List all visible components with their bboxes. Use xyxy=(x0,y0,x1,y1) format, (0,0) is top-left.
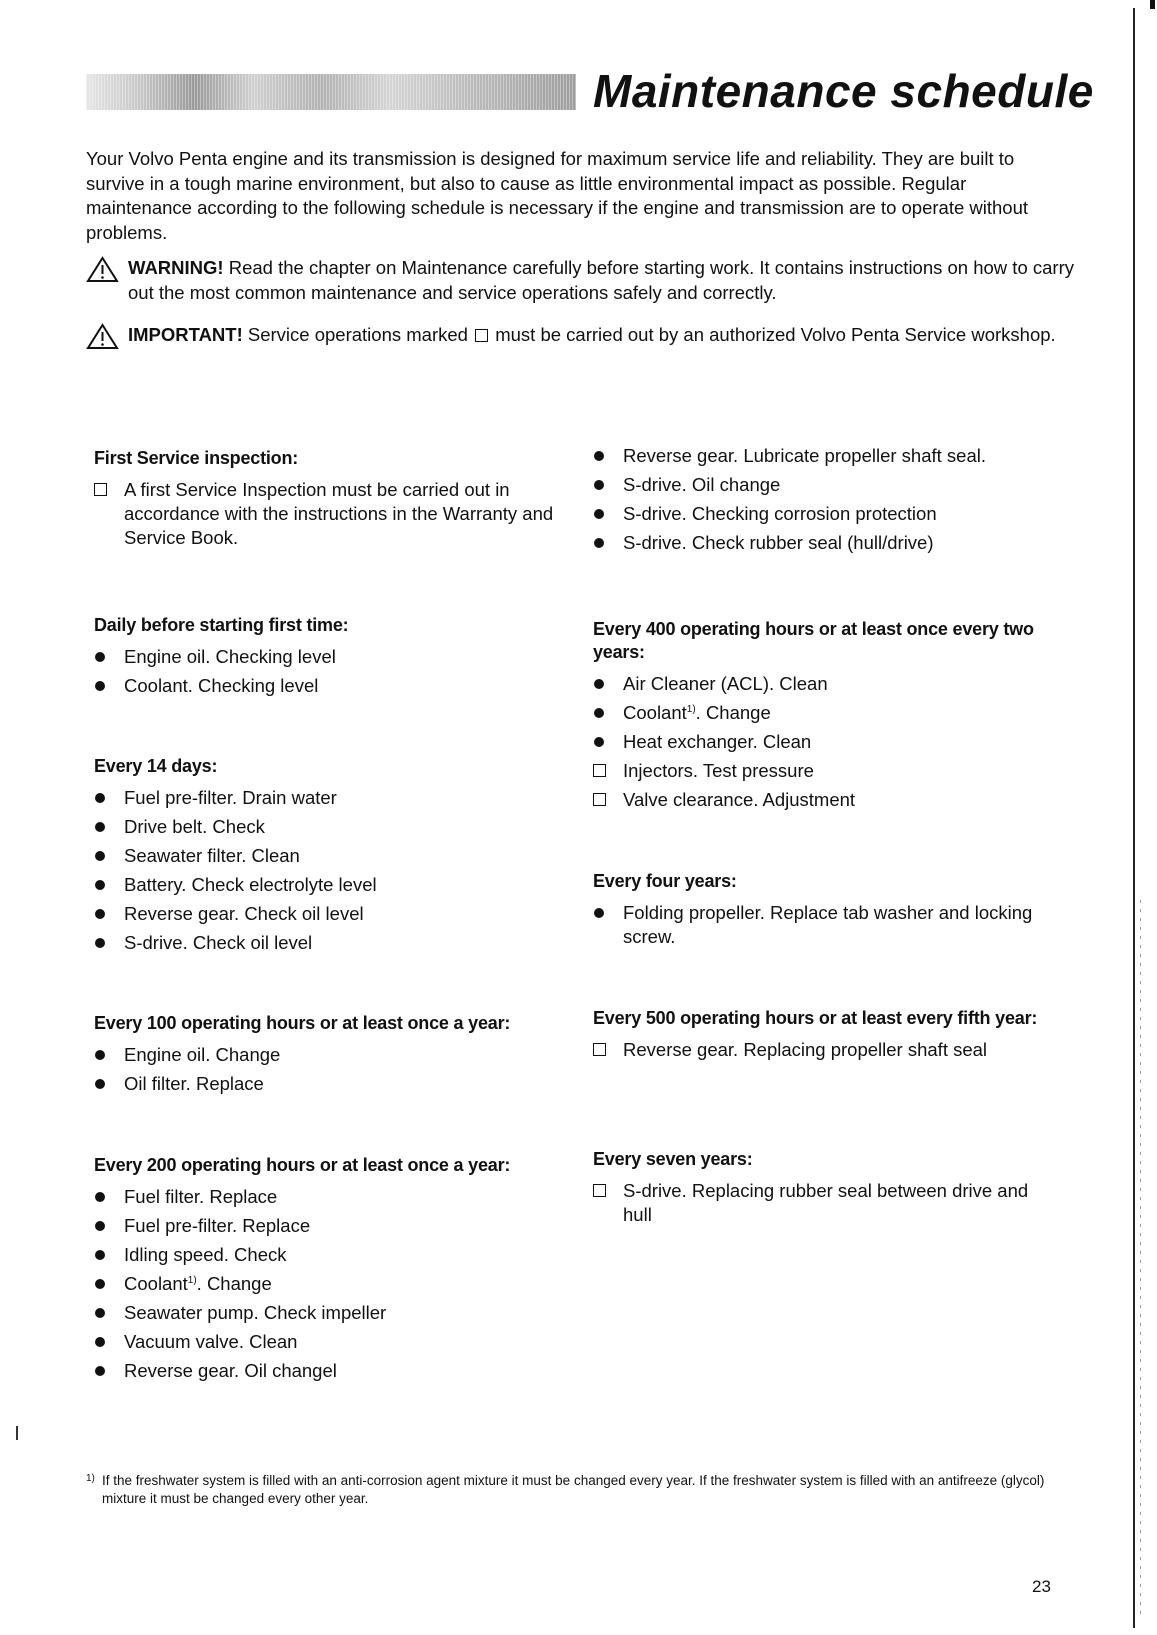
item-text: Injectors. Test pressure xyxy=(623,760,814,781)
service-box-icon xyxy=(593,764,606,777)
warning-body: Read the chapter on Maintenance carefully before starting work. It contains instructions on how to carry out the most common maintenance and service operations safely and correctly. xyxy=(128,257,1074,303)
item-text: Fuel pre-filter. Drain water xyxy=(124,787,337,808)
footnote-ref: 1) xyxy=(187,1274,197,1286)
intro-paragraph: Your Volvo Penta engine and its transmission is designed for maximum service life and reliability. They are built to survive in a tough marine environment, but also to cause as little environmental impact as possible. Regular maintenance according to the following schedule is necessary if the engine and transmission are to operate without problems. xyxy=(86,148,1029,243)
item-text: Seawater filter. Clean xyxy=(124,845,300,866)
item-text-after: . Change xyxy=(196,1273,272,1294)
header-halftone-bar xyxy=(86,74,576,110)
item-text: Vacuum valve. Clean xyxy=(124,1331,298,1352)
schedule-item xyxy=(593,531,1053,555)
schedule-item xyxy=(593,788,1053,812)
item-text: S-drive. Check rubber seal (hull/drive) xyxy=(623,532,934,553)
section-heading: Every 100 operating hours or at least once a year: xyxy=(94,1013,511,1033)
page-number: 23 xyxy=(1032,1577,1051,1596)
schedule-item xyxy=(94,844,554,868)
bullet-icon xyxy=(95,1337,105,1347)
service-box-icon xyxy=(94,483,107,496)
footnote-mark: 1) xyxy=(86,1473,95,1484)
item-text: Fuel pre-filter. Replace xyxy=(124,1215,311,1236)
schedule-item xyxy=(593,701,1053,725)
item-text: Engine oil. Change xyxy=(124,1044,281,1065)
section-continued xyxy=(593,444,1053,560)
item-text: Reverse gear. Oil changel xyxy=(124,1360,337,1381)
schedule-item xyxy=(593,444,1053,468)
footnote xyxy=(86,1472,1076,1508)
item-text: Heat exchanger. Clean xyxy=(623,731,812,752)
bullet-icon xyxy=(95,1079,105,1089)
section-every-200-hours xyxy=(94,1154,554,1388)
section-every-four-years xyxy=(593,870,1053,954)
section-every-400-hours xyxy=(593,618,1053,817)
bullet-icon xyxy=(95,681,105,691)
item-text: Seawater pump. Check impeller xyxy=(124,1302,387,1323)
service-box-icon xyxy=(475,329,488,342)
important-body-end: must be carried out by an authorized Volvo Penta Service workshop. xyxy=(490,324,1056,345)
item-text: Engine oil. Checking level xyxy=(124,646,336,667)
schedule-item xyxy=(94,478,554,550)
item-text: Coolant. Checking level xyxy=(124,675,319,696)
schedule-item xyxy=(94,902,554,926)
schedule-item xyxy=(94,1330,554,1354)
schedule-item xyxy=(94,1301,554,1325)
section-heading: Every 500 operating hours or at least every fifth year: xyxy=(593,1008,1038,1028)
bullet-icon xyxy=(95,938,105,948)
service-box-icon xyxy=(593,1184,606,1197)
section-heading: Every 400 operating hours or at least once every two years: xyxy=(593,619,1034,662)
item-text: Folding propeller. Replace tab washer and locking screw. xyxy=(623,902,1033,947)
bullet-icon xyxy=(95,1050,105,1060)
schedule-item xyxy=(94,1359,554,1383)
item-list xyxy=(593,1179,1053,1227)
bullet-icon xyxy=(95,1366,105,1376)
schedule-item xyxy=(593,730,1053,754)
service-box-icon xyxy=(593,1043,606,1056)
item-list xyxy=(94,478,554,550)
section-every-14-days xyxy=(94,755,554,960)
schedule-item xyxy=(94,1243,554,1267)
item-list xyxy=(593,672,1053,812)
item-text: Coolant xyxy=(124,1273,188,1294)
footnote-text: If the freshwater system is filled with an anti-corrosion agent mixture it must be changed every year. If the freshwater system is filled with an antifreeze (glycol) mixture it must be changed every other year. xyxy=(102,1473,1045,1506)
item-text: S-drive. Replacing rubber seal between drive and hull xyxy=(623,1180,1029,1225)
item-list xyxy=(94,1043,554,1096)
section-heading: Every seven years: xyxy=(593,1149,753,1169)
schedule-item xyxy=(593,901,1053,949)
item-list xyxy=(593,444,1053,555)
item-text-after: . Change xyxy=(695,702,771,723)
bullet-icon xyxy=(95,880,105,890)
item-text: S-drive. Oil change xyxy=(623,474,781,495)
warning-triangle-icon xyxy=(86,323,119,350)
item-text: Reverse gear. Check oil level xyxy=(124,903,364,924)
bullet-icon xyxy=(95,1221,105,1231)
important-body-start: Service operations marked xyxy=(242,324,474,345)
item-text: Reverse gear. Replacing propeller shaft seal xyxy=(623,1039,988,1060)
item-text: A first Service Inspection must be carried out in accordance with the instructions in the Warranty and Service Book. xyxy=(124,479,554,548)
schedule-item xyxy=(94,645,554,669)
section-every-seven-years xyxy=(593,1148,1053,1232)
schedule-item xyxy=(94,1185,554,1209)
bullet-icon xyxy=(594,708,604,718)
item-text: Battery. Check electrolyte level xyxy=(124,874,377,895)
item-text: Reverse gear. Lubricate propeller shaft seal. xyxy=(623,445,987,466)
service-box-icon xyxy=(593,793,606,806)
item-list xyxy=(94,645,554,698)
schedule-item xyxy=(593,672,1053,696)
item-text: Air Cleaner (ACL). Clean xyxy=(623,673,828,694)
item-text: S-drive. Check oil level xyxy=(124,932,313,953)
footnote-ref: 1) xyxy=(686,703,696,715)
section-heading: Every 14 days: xyxy=(94,756,218,776)
bullet-icon xyxy=(95,1279,105,1289)
item-text: Fuel filter. Replace xyxy=(124,1186,278,1207)
important-notice xyxy=(86,323,1076,348)
schedule-item xyxy=(94,815,554,839)
item-list xyxy=(593,1038,1053,1062)
page-binding-edge xyxy=(1133,8,1135,1628)
section-every-500-hours xyxy=(593,1007,1053,1067)
bullet-icon xyxy=(95,1250,105,1260)
warning-notice xyxy=(86,256,1076,305)
item-text: Valve clearance. Adjustment xyxy=(623,789,856,810)
bullet-icon xyxy=(95,1308,105,1318)
schedule-item xyxy=(94,1272,554,1296)
schedule-item xyxy=(94,873,554,897)
important-text xyxy=(128,323,1076,348)
item-list xyxy=(593,901,1053,949)
bullet-icon xyxy=(594,908,604,918)
schedule-item xyxy=(94,786,554,810)
warning-triangle-icon xyxy=(86,256,119,283)
bullet-icon xyxy=(594,451,604,461)
page-title: Maintenance schedule xyxy=(593,65,1094,117)
item-text: Oil filter. Replace xyxy=(124,1073,264,1094)
schedule-item xyxy=(593,1179,1053,1227)
bullet-icon xyxy=(95,851,105,861)
bullet-icon xyxy=(594,679,604,689)
bullet-icon xyxy=(594,737,604,747)
section-every-100-hours xyxy=(94,1012,554,1101)
schedule-item xyxy=(593,502,1053,526)
schedule-item xyxy=(593,473,1053,497)
item-text: Drive belt. Check xyxy=(124,816,265,837)
bullet-icon xyxy=(95,909,105,919)
section-first-service xyxy=(94,447,554,555)
schedule-item xyxy=(94,1214,554,1238)
section-heading: Every 200 operating hours or at least once a year: xyxy=(94,1155,511,1175)
item-list xyxy=(94,1185,554,1383)
bullet-icon xyxy=(95,822,105,832)
bullet-icon xyxy=(594,509,604,519)
section-heading: Every four years: xyxy=(593,871,737,891)
page-edge-dots xyxy=(1140,900,1141,1620)
bullet-icon xyxy=(594,480,604,490)
section-daily xyxy=(94,614,554,703)
schedule-item xyxy=(593,759,1053,783)
item-text: S-drive. Checking corrosion protection xyxy=(623,503,937,524)
section-heading: Daily before starting first time: xyxy=(94,615,349,635)
margin-tick xyxy=(16,1426,18,1440)
bullet-icon xyxy=(95,652,105,662)
warning-text xyxy=(128,256,1076,305)
binding-mark xyxy=(1150,0,1155,9)
schedule-item xyxy=(593,1038,1053,1062)
item-text: Idling speed. Check xyxy=(124,1244,287,1265)
warning-label: WARNING! xyxy=(128,257,224,278)
item-text: Coolant xyxy=(623,702,687,723)
section-heading: First Service inspection: xyxy=(94,448,299,468)
schedule-item xyxy=(94,1072,554,1096)
bullet-icon xyxy=(95,793,105,803)
bullet-icon xyxy=(95,1192,105,1202)
important-label: IMPORTANT! xyxy=(128,324,243,345)
schedule-item xyxy=(94,931,554,955)
item-list xyxy=(94,786,554,955)
schedule-item xyxy=(94,1043,554,1067)
bullet-icon xyxy=(594,538,604,548)
schedule-item xyxy=(94,674,554,698)
